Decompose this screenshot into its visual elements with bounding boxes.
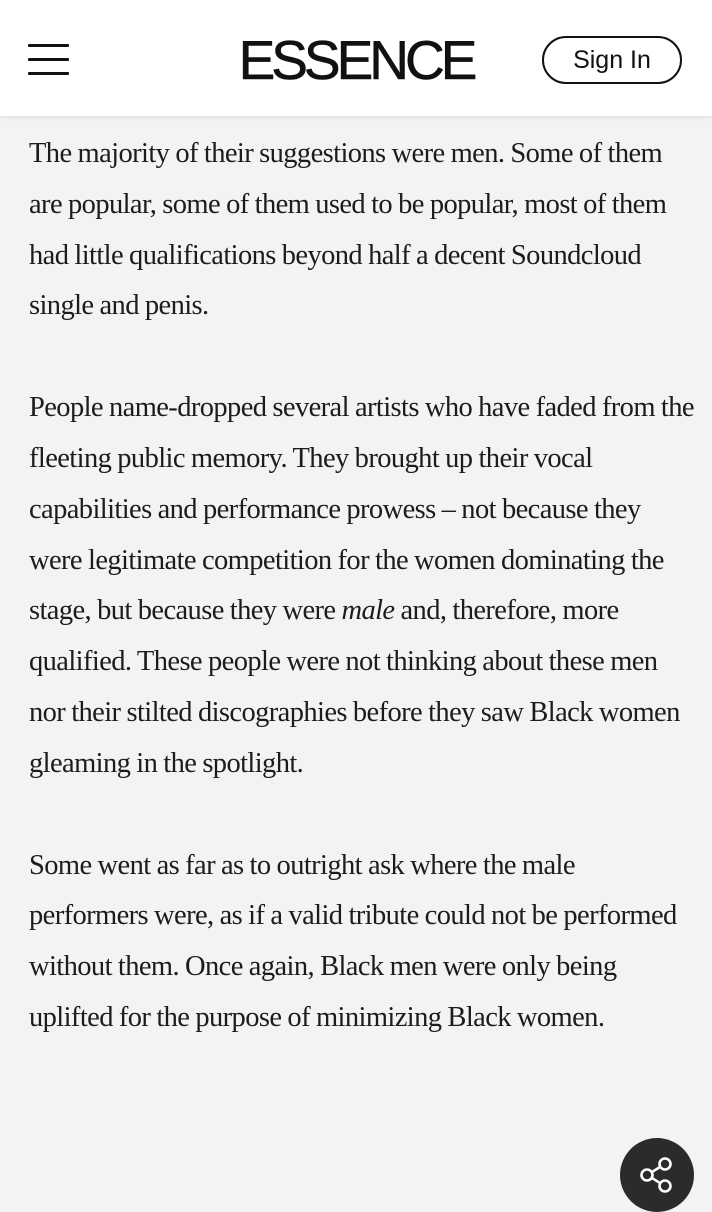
emphasized-word: male [341, 595, 395, 627]
sign-in-button[interactable]: Sign In [542, 36, 682, 84]
article-body [29, 129, 699, 1044]
article-paragraph [29, 383, 699, 789]
article-paragraph: The majority of their suggestions were men. Some of them are popular, some of them used to be popular, most of them had little qualifications beyond half a decent Soundcloud single and penis. [29, 138, 667, 322]
top-header [0, 0, 712, 116]
share-button[interactable] [620, 1138, 694, 1212]
paragraph-text: and, therefore, more qualified. These people were not thinking about these men nor their stilted discographies before they saw Black women gleaming in the spotlight. [29, 595, 680, 779]
paragraph-text: People name-dropped several artists who have faded from the fleeting public memory. They brought up their vocal capabilities and performance prowess – not because they were legitimate competition for the women dominating the stage, but because they were [29, 392, 694, 627]
essence-logo[interactable]: ESSENCE [238, 29, 474, 91]
share-icon [636, 1154, 678, 1196]
article-paragraph: Some went as far as to outright ask where the male performers were, as if a valid tribute could not be performed without them. Once again, Black men were only being uplifted for the purpose of minimizing Black women. [29, 849, 677, 1033]
